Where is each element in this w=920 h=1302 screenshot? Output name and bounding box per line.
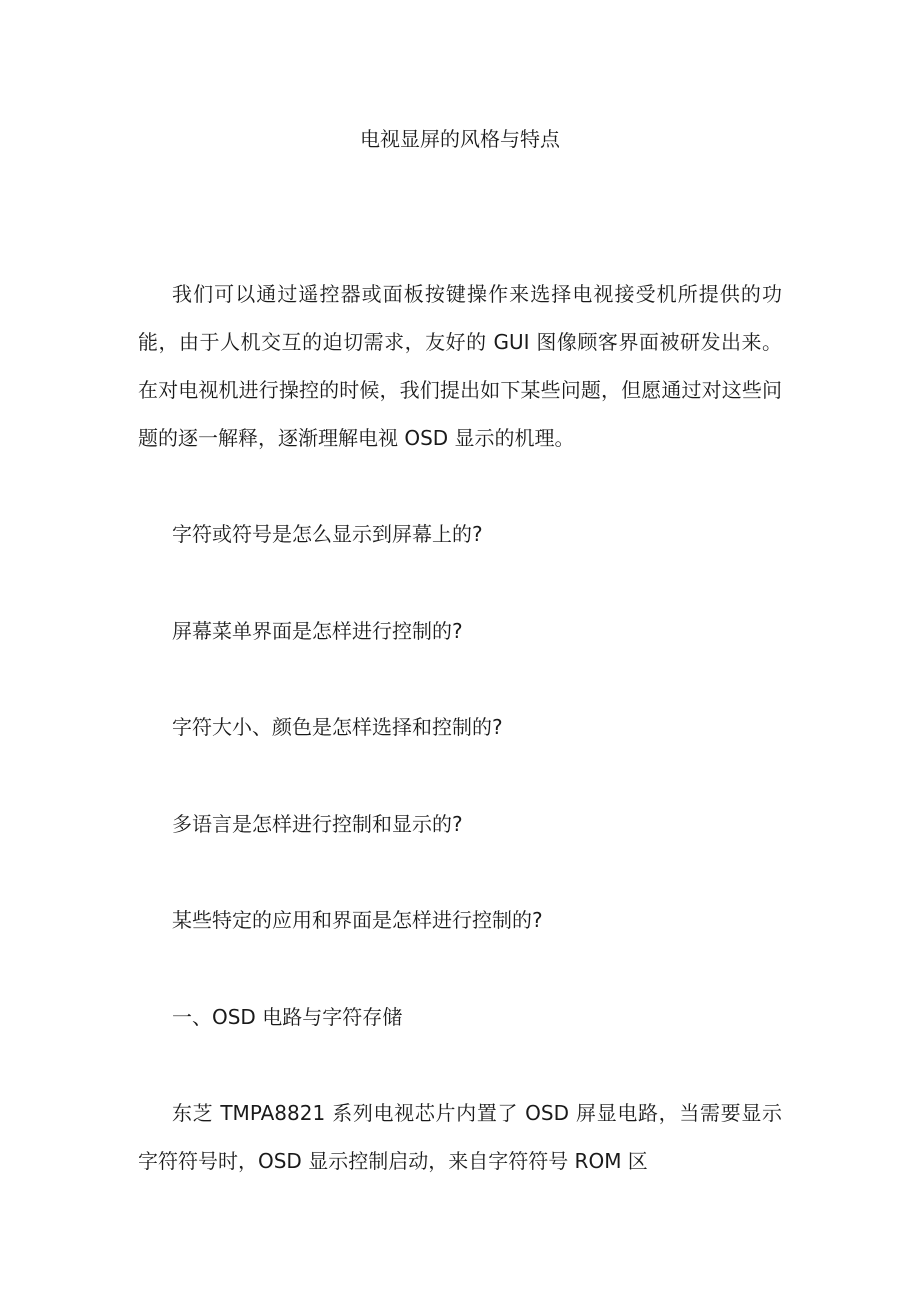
question-1: 字符或符号是怎么显示到屏幕上的? [172, 522, 483, 546]
document-title: 电视显屏的风格与特点 [360, 127, 560, 151]
question-5: 某些特定的应用和界面是怎样进行控制的? [172, 908, 543, 932]
question-3: 字符大小、颜色是怎样选择和控制的? [172, 715, 503, 739]
section-heading: 一、OSD 电路与字符存储 [172, 1005, 403, 1029]
body-paragraph: 东芝 TMPA8821 系列电视芯片内置了 OSD 屏显电路，当需要显示字符符号时，OSD 显示控制启动，来自字符符号 ROM 区 [138, 1101, 782, 1173]
intro-paragraph: 我们可以通过遥控器或面板按键操作来选择电视接受机所提供的功能，由于人机交互的迫切需求，友好的 GUI 图像顾客界面被研发出来。在对电视机进行操控的时候，我们提出如下某些问题，但愿通过对这些问题的逐一解释，逐渐理解电视 OSD 显示的机理。 [138, 282, 782, 450]
question-4: 多语言是怎样进行控制和显示的? [172, 812, 463, 836]
question-2: 屏幕菜单界面是怎样进行控制的? [172, 619, 463, 643]
